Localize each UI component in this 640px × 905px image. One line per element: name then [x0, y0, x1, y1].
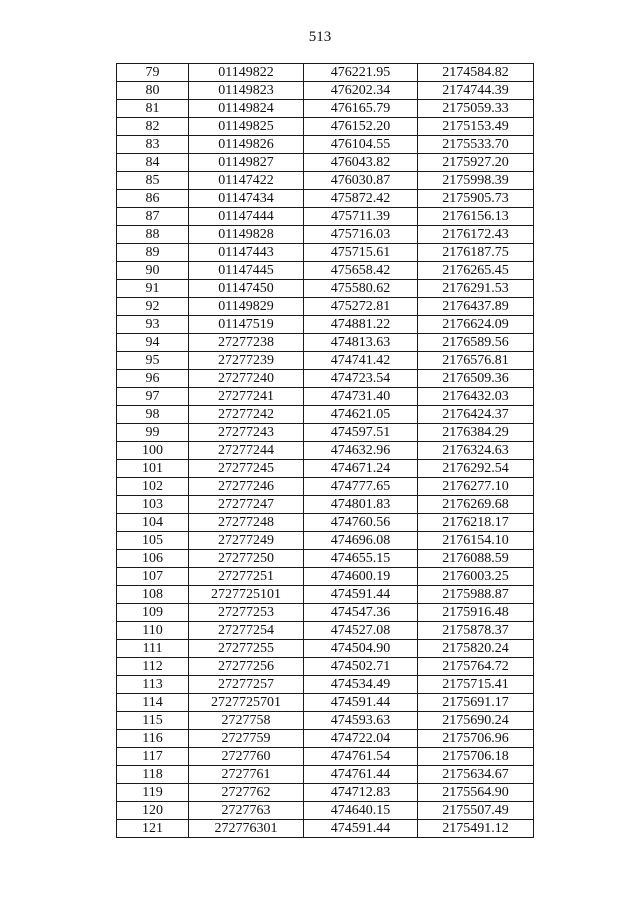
- table-row: [117, 118, 534, 136]
- y-coordinate-cell: 2176088.59: [418, 550, 534, 568]
- table-row: [117, 424, 534, 442]
- table-row: [117, 136, 534, 154]
- table-row: [117, 640, 534, 658]
- x-coordinate-cell: 476043.82: [304, 154, 418, 172]
- row-number-cell: 86: [117, 190, 189, 208]
- point-id-cell: 27277251: [189, 568, 304, 586]
- y-coordinate-cell: 2176509.36: [418, 370, 534, 388]
- row-number-cell: 101: [117, 460, 189, 478]
- row-number-cell: 92: [117, 298, 189, 316]
- y-coordinate-cell: 2175691.17: [418, 694, 534, 712]
- table-row: [117, 712, 534, 730]
- y-coordinate-cell: 2174744.39: [418, 82, 534, 100]
- row-number-cell: 87: [117, 208, 189, 226]
- row-number-cell: 84: [117, 154, 189, 172]
- table-row: [117, 550, 534, 568]
- y-coordinate-cell: 2175706.18: [418, 748, 534, 766]
- x-coordinate-cell: 476030.87: [304, 172, 418, 190]
- x-coordinate-cell: 474671.24: [304, 460, 418, 478]
- x-coordinate-cell: 474621.05: [304, 406, 418, 424]
- x-coordinate-cell: 474591.44: [304, 586, 418, 604]
- row-number-cell: 80: [117, 82, 189, 100]
- x-coordinate-cell: 474640.15: [304, 802, 418, 820]
- y-coordinate-cell: 2175634.67: [418, 766, 534, 784]
- coordinates-table: [116, 63, 534, 838]
- x-coordinate-cell: 474731.40: [304, 388, 418, 406]
- y-coordinate-cell: 2176003.25: [418, 568, 534, 586]
- y-coordinate-cell: 2176624.09: [418, 316, 534, 334]
- y-coordinate-cell: 2175988.87: [418, 586, 534, 604]
- point-id-cell: 01147444: [189, 208, 304, 226]
- row-number-cell: 79: [117, 64, 189, 82]
- y-coordinate-cell: 2176324.63: [418, 442, 534, 460]
- point-id-cell: 27277246: [189, 478, 304, 496]
- x-coordinate-cell: 474547.36: [304, 604, 418, 622]
- y-coordinate-cell: 2175533.70: [418, 136, 534, 154]
- y-coordinate-cell: 2176432.03: [418, 388, 534, 406]
- x-coordinate-cell: 474761.44: [304, 766, 418, 784]
- table-row: [117, 568, 534, 586]
- y-coordinate-cell: 2176437.89: [418, 298, 534, 316]
- point-id-cell: 27277253: [189, 604, 304, 622]
- row-number-cell: 109: [117, 604, 189, 622]
- x-coordinate-cell: 476221.95: [304, 64, 418, 82]
- row-number-cell: 82: [117, 118, 189, 136]
- table-row: [117, 64, 534, 82]
- y-coordinate-cell: 2175059.33: [418, 100, 534, 118]
- row-number-cell: 98: [117, 406, 189, 424]
- y-coordinate-cell: 2176172.43: [418, 226, 534, 244]
- table-row: [117, 334, 534, 352]
- table-row: [117, 82, 534, 100]
- y-coordinate-cell: 2175507.49: [418, 802, 534, 820]
- point-id-cell: 01147443: [189, 244, 304, 262]
- x-coordinate-cell: 476152.20: [304, 118, 418, 136]
- y-coordinate-cell: 2176154.10: [418, 532, 534, 550]
- table-row: [117, 532, 534, 550]
- x-coordinate-cell: 474655.15: [304, 550, 418, 568]
- row-number-cell: 108: [117, 586, 189, 604]
- table-row: [117, 658, 534, 676]
- point-id-cell: 272776301: [189, 820, 304, 838]
- row-number-cell: 112: [117, 658, 189, 676]
- row-number-cell: 119: [117, 784, 189, 802]
- x-coordinate-cell: 474761.54: [304, 748, 418, 766]
- table-row: [117, 298, 534, 316]
- point-id-cell: 27277239: [189, 352, 304, 370]
- point-id-cell: 27277245: [189, 460, 304, 478]
- row-number-cell: 89: [117, 244, 189, 262]
- table-row: [117, 514, 534, 532]
- point-id-cell: 2727725701: [189, 694, 304, 712]
- row-number-cell: 116: [117, 730, 189, 748]
- table-row: [117, 244, 534, 262]
- table-row: [117, 676, 534, 694]
- table-row: [117, 352, 534, 370]
- point-id-cell: 2727760: [189, 748, 304, 766]
- y-coordinate-cell: 2176269.68: [418, 496, 534, 514]
- row-number-cell: 107: [117, 568, 189, 586]
- y-coordinate-cell: 2176218.17: [418, 514, 534, 532]
- row-number-cell: 120: [117, 802, 189, 820]
- point-id-cell: 01149828: [189, 226, 304, 244]
- y-coordinate-cell: 2174584.82: [418, 64, 534, 82]
- row-number-cell: 117: [117, 748, 189, 766]
- point-id-cell: 27277249: [189, 532, 304, 550]
- point-id-cell: 27277243: [189, 424, 304, 442]
- point-id-cell: 27277254: [189, 622, 304, 640]
- y-coordinate-cell: 2176265.45: [418, 262, 534, 280]
- table-row: [117, 388, 534, 406]
- table-row: [117, 604, 534, 622]
- point-id-cell: 27277244: [189, 442, 304, 460]
- table-row: [117, 154, 534, 172]
- row-number-cell: 115: [117, 712, 189, 730]
- table-row: [117, 748, 534, 766]
- row-number-cell: 103: [117, 496, 189, 514]
- row-number-cell: 100: [117, 442, 189, 460]
- row-number-cell: 96: [117, 370, 189, 388]
- y-coordinate-cell: 2175690.24: [418, 712, 534, 730]
- x-coordinate-cell: 476202.34: [304, 82, 418, 100]
- y-coordinate-cell: 2175715.41: [418, 676, 534, 694]
- x-coordinate-cell: 476165.79: [304, 100, 418, 118]
- row-number-cell: 91: [117, 280, 189, 298]
- x-coordinate-cell: 474502.71: [304, 658, 418, 676]
- x-coordinate-cell: 474741.42: [304, 352, 418, 370]
- y-coordinate-cell: 2176277.10: [418, 478, 534, 496]
- x-coordinate-cell: 474597.51: [304, 424, 418, 442]
- x-coordinate-cell: 474881.22: [304, 316, 418, 334]
- y-coordinate-cell: 2175491.12: [418, 820, 534, 838]
- y-coordinate-cell: 2175916.48: [418, 604, 534, 622]
- table-row: [117, 406, 534, 424]
- x-coordinate-cell: 474722.04: [304, 730, 418, 748]
- point-id-cell: 2727762: [189, 784, 304, 802]
- row-number-cell: 95: [117, 352, 189, 370]
- x-coordinate-cell: 475580.62: [304, 280, 418, 298]
- y-coordinate-cell: 2176292.54: [418, 460, 534, 478]
- table-row: [117, 622, 534, 640]
- y-coordinate-cell: 2175153.49: [418, 118, 534, 136]
- point-id-cell: 27277248: [189, 514, 304, 532]
- x-coordinate-cell: 474600.19: [304, 568, 418, 586]
- point-id-cell: 27277256: [189, 658, 304, 676]
- table-row: [117, 442, 534, 460]
- point-id-cell: 01149829: [189, 298, 304, 316]
- table-row: [117, 802, 534, 820]
- row-number-cell: 104: [117, 514, 189, 532]
- x-coordinate-cell: 475715.61: [304, 244, 418, 262]
- point-id-cell: 27277240: [189, 370, 304, 388]
- table-row: [117, 496, 534, 514]
- table-row: [117, 694, 534, 712]
- table-row: [117, 784, 534, 802]
- row-number-cell: 118: [117, 766, 189, 784]
- point-id-cell: 01147445: [189, 262, 304, 280]
- point-id-cell: 01147519: [189, 316, 304, 334]
- page-number: 513: [308, 29, 332, 45]
- row-number-cell: 121: [117, 820, 189, 838]
- table-row: [117, 460, 534, 478]
- y-coordinate-cell: 2175927.20: [418, 154, 534, 172]
- row-number-cell: 97: [117, 388, 189, 406]
- y-coordinate-cell: 2175998.39: [418, 172, 534, 190]
- row-number-cell: 114: [117, 694, 189, 712]
- x-coordinate-cell: 475872.42: [304, 190, 418, 208]
- point-id-cell: 01147450: [189, 280, 304, 298]
- row-number-cell: 93: [117, 316, 189, 334]
- x-coordinate-cell: 474593.63: [304, 712, 418, 730]
- row-number-cell: 106: [117, 550, 189, 568]
- point-id-cell: 01149826: [189, 136, 304, 154]
- point-id-cell: 27277241: [189, 388, 304, 406]
- point-id-cell: 01149825: [189, 118, 304, 136]
- point-id-cell: 27277247: [189, 496, 304, 514]
- row-number-cell: 94: [117, 334, 189, 352]
- x-coordinate-cell: 475716.03: [304, 226, 418, 244]
- point-id-cell: 2727725101: [189, 586, 304, 604]
- row-number-cell: 83: [117, 136, 189, 154]
- table-row: [117, 172, 534, 190]
- table-row: [117, 100, 534, 118]
- x-coordinate-cell: 475272.81: [304, 298, 418, 316]
- y-coordinate-cell: 2175764.72: [418, 658, 534, 676]
- table-row: [117, 262, 534, 280]
- x-coordinate-cell: 474760.56: [304, 514, 418, 532]
- x-coordinate-cell: 474632.96: [304, 442, 418, 460]
- table-row: [117, 370, 534, 388]
- point-id-cell: 01149822: [189, 64, 304, 82]
- x-coordinate-cell: 474591.44: [304, 820, 418, 838]
- table-row: [117, 280, 534, 298]
- point-id-cell: 2727758: [189, 712, 304, 730]
- y-coordinate-cell: 2176291.53: [418, 280, 534, 298]
- row-number-cell: 113: [117, 676, 189, 694]
- y-coordinate-cell: 2176576.81: [418, 352, 534, 370]
- point-id-cell: 01149823: [189, 82, 304, 100]
- row-number-cell: 88: [117, 226, 189, 244]
- y-coordinate-cell: 2176156.13: [418, 208, 534, 226]
- x-coordinate-cell: 476104.55: [304, 136, 418, 154]
- row-number-cell: 105: [117, 532, 189, 550]
- point-id-cell: 01147422: [189, 172, 304, 190]
- y-coordinate-cell: 2176424.37: [418, 406, 534, 424]
- point-id-cell: 2727763: [189, 802, 304, 820]
- y-coordinate-cell: 2176589.56: [418, 334, 534, 352]
- point-id-cell: 27277257: [189, 676, 304, 694]
- y-coordinate-cell: 2175878.37: [418, 622, 534, 640]
- table-row: [117, 226, 534, 244]
- row-number-cell: 85: [117, 172, 189, 190]
- y-coordinate-cell: 2176187.75: [418, 244, 534, 262]
- point-id-cell: 01149827: [189, 154, 304, 172]
- table-row: [117, 820, 534, 838]
- table-row: [117, 766, 534, 784]
- x-coordinate-cell: 474777.65: [304, 478, 418, 496]
- x-coordinate-cell: 474534.49: [304, 676, 418, 694]
- row-number-cell: 110: [117, 622, 189, 640]
- y-coordinate-cell: 2175564.90: [418, 784, 534, 802]
- x-coordinate-cell: 474801.83: [304, 496, 418, 514]
- x-coordinate-cell: 474813.63: [304, 334, 418, 352]
- x-coordinate-cell: 474696.08: [304, 532, 418, 550]
- x-coordinate-cell: 474723.54: [304, 370, 418, 388]
- y-coordinate-cell: 2175905.73: [418, 190, 534, 208]
- point-id-cell: 01147434: [189, 190, 304, 208]
- point-id-cell: 01149824: [189, 100, 304, 118]
- x-coordinate-cell: 474712.83: [304, 784, 418, 802]
- table-row: [117, 316, 534, 334]
- point-id-cell: 27277242: [189, 406, 304, 424]
- point-id-cell: 27277255: [189, 640, 304, 658]
- row-number-cell: 99: [117, 424, 189, 442]
- table-row: [117, 190, 534, 208]
- x-coordinate-cell: 474527.08: [304, 622, 418, 640]
- point-id-cell: 27277250: [189, 550, 304, 568]
- x-coordinate-cell: 474504.90: [304, 640, 418, 658]
- table-row: [117, 730, 534, 748]
- x-coordinate-cell: 474591.44: [304, 694, 418, 712]
- point-id-cell: 2727761: [189, 766, 304, 784]
- row-number-cell: 81: [117, 100, 189, 118]
- table-row: [117, 586, 534, 604]
- y-coordinate-cell: 2175706.96: [418, 730, 534, 748]
- coordinates-table-body: [117, 64, 534, 838]
- point-id-cell: 27277238: [189, 334, 304, 352]
- y-coordinate-cell: 2175820.24: [418, 640, 534, 658]
- x-coordinate-cell: 475711.39: [304, 208, 418, 226]
- table-row: [117, 208, 534, 226]
- row-number-cell: 111: [117, 640, 189, 658]
- row-number-cell: 102: [117, 478, 189, 496]
- point-id-cell: 2727759: [189, 730, 304, 748]
- y-coordinate-cell: 2176384.29: [418, 424, 534, 442]
- row-number-cell: 90: [117, 262, 189, 280]
- x-coordinate-cell: 475658.42: [304, 262, 418, 280]
- table-row: [117, 478, 534, 496]
